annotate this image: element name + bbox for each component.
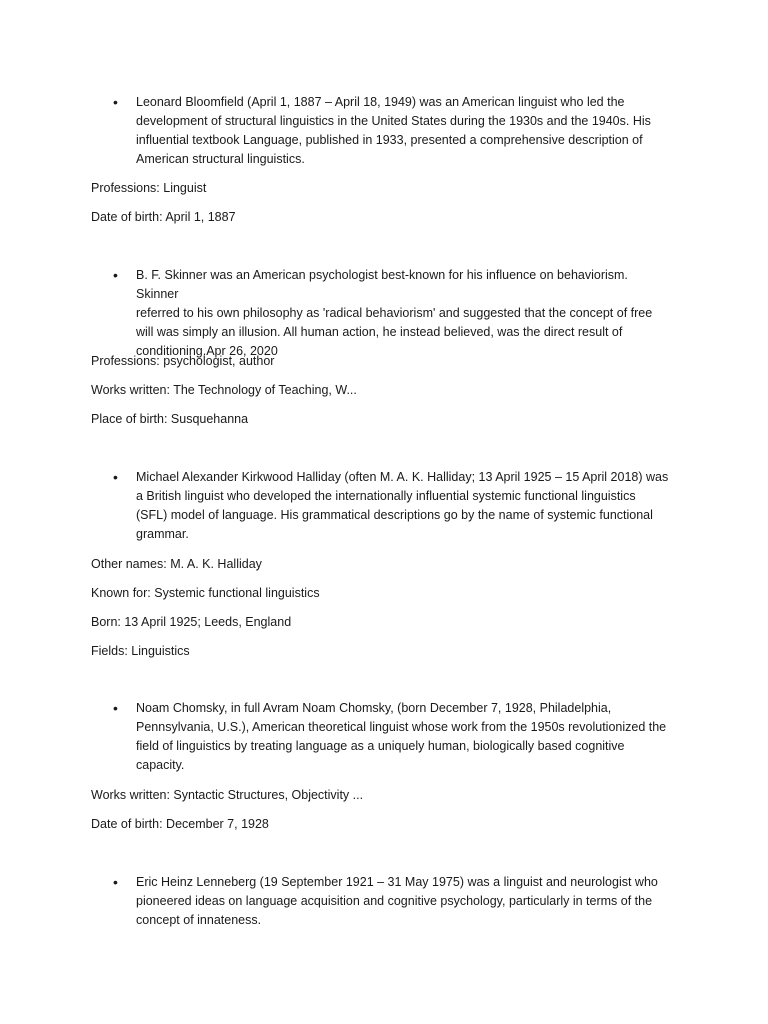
fact-line: Other names: M. A. K. Halliday: [91, 557, 262, 571]
bullet-marker: •: [113, 700, 118, 716]
fact-line: Professions: psychologist, author: [91, 354, 275, 368]
paragraph-text: Michael Alexander Kirkwood Halliday (often M. A. K. Halliday; 13 April 1925 – 15 April 2018) was a British linguist who developed the internationally influential systemic functional linguistics (SFL) model of language. His grammatical descriptions go by the name of systemic functional grammar.: [136, 470, 669, 541]
bullet-paragraph-chomsky: [113, 699, 673, 775]
bullet-marker: •: [113, 874, 118, 890]
fact-line: Place of birth: Susquehanna: [91, 412, 249, 426]
bullet-marker: •: [113, 94, 118, 110]
bullet-marker: •: [113, 267, 118, 283]
bullet-paragraph-skinner: [113, 266, 673, 361]
fact-line: Known for: Systemic functional linguistics: [91, 586, 320, 600]
fact-line: Fields: Linguistics: [91, 644, 190, 658]
bullet-paragraph-bloomfield: [113, 93, 673, 169]
fact-line: Born: 13 April 1925; Leeds, England: [91, 615, 292, 629]
paragraph-text: B. F. Skinner was an American psychologist best-known for his influence on behaviorism. Skinner referred to his own philosophy as 'radical behaviorism' and suggested that the concept of free will was simply an illusion. All human action, he instead believed, was the direct result of conditioning.Apr 26, 2020: [136, 268, 653, 358]
bullet-paragraph-lenneberg: [113, 873, 673, 930]
paragraph-text: Leonard Bloomfield (April 1, 1887 – April 18, 1949) was an American linguist who led the development of structural linguistics in the United States during the 1930s and the 1940s. His influential textbook Language, published in 1933, presented a comprehensive description of American structural linguistics.: [136, 95, 651, 166]
fact-line: Date of birth: April 1, 1887: [91, 210, 236, 224]
paragraph-text: Eric Heinz Lenneberg (19 September 1921 – 31 May 1975) was a linguist and neurologist who pioneered ideas on language acquisition and cognitive psychology, particularly in terms of the concept of innateness.: [136, 875, 658, 927]
fact-line: Date of birth: December 7, 1928: [91, 817, 269, 831]
paragraph-text: Noam Chomsky, in full Avram Noam Chomsky, (born December 7, 1928, Philadelphia, Pennsylvania, U.S.), American theoretical linguist whose work from the 1950s revolutionized the field of linguistics by treating language as a uniquely human, biologically based cognitive capacity.: [136, 701, 667, 772]
fact-line: Works written: Syntactic Structures, Objectivity ...: [91, 788, 364, 802]
bullet-marker: •: [113, 469, 118, 485]
bullet-paragraph-halliday: [113, 468, 673, 544]
fact-line: Works written: The Technology of Teaching, W...: [91, 383, 357, 397]
fact-line: Professions: Linguist: [91, 181, 207, 195]
